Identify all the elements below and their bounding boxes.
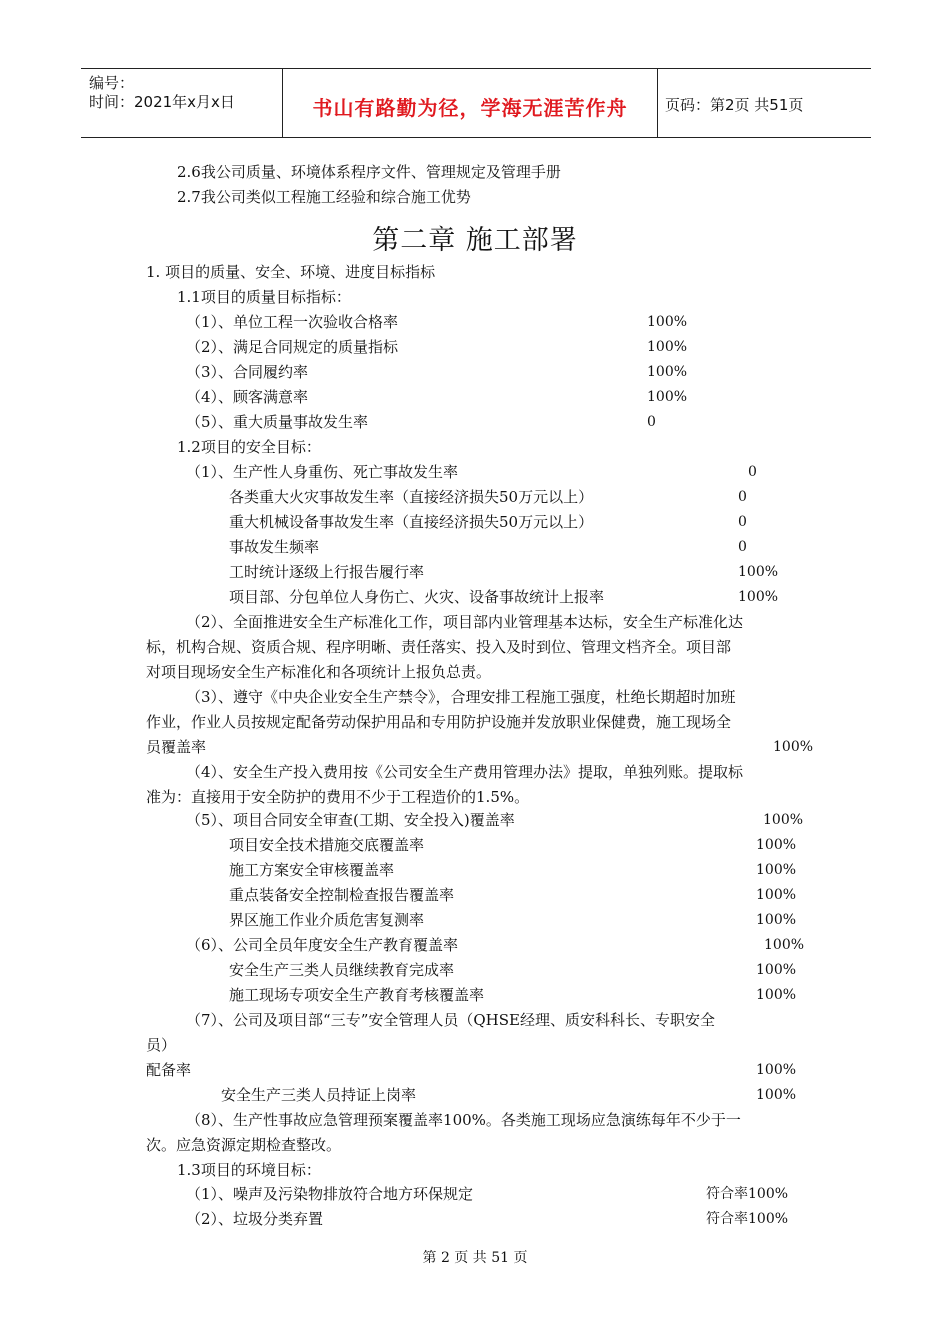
chapter-title: 第二章 施工部署: [372, 225, 578, 256]
quality-item-label: （2）、满足合同规定的质量指标: [186, 338, 399, 356]
safety-paragraph-3-line: 员覆盖率: [146, 738, 207, 756]
safety-paragraph-8-line: 次。应急资源定期检查整改。: [146, 1136, 342, 1154]
safety-subitem-value: 100%: [756, 837, 797, 853]
safety-subitem-value: 100%: [756, 862, 797, 878]
safety-paragraph-7-line: （7）、公司及项目部“三专”安全管理人员（QHSE经理、质安科科长、专职安全: [186, 1011, 715, 1029]
safety-subitem-label: 施工现场专项安全生产教育考核覆盖率: [229, 986, 485, 1004]
quality-item-value: 100%: [647, 364, 688, 380]
intro-line-1: 2.6我公司质量、环境体系程序文件、管理规定及管理手册: [177, 163, 561, 181]
certified-rate-label: 安全生产三类人员持证上岗率: [221, 1086, 417, 1104]
safety-paragraph-2-line: 对项目现场安全生产标准化和各项统计上报负总责。: [146, 663, 492, 681]
safety-item-6-value: 100%: [764, 937, 805, 953]
safety-subitem-value: 100%: [756, 962, 797, 978]
safety-subitem-value: 100%: [738, 564, 779, 580]
safety-subitem-value: 0: [738, 514, 747, 530]
safety-subitem-value: 100%: [738, 589, 779, 605]
quality-item-value: 0: [647, 414, 656, 430]
safety-paragraph-4-line: （4）、安全生产投入费用按《公司安全生产费用管理办法》提取，单独列账。提取标: [186, 763, 744, 781]
document-date: 时间：2021年x月x日: [89, 93, 235, 111]
safety-paragraph-2-line: 标，机构合规、资质合规、程序明晰、责任落实、投入及时到位、管理文档齐全。项目部: [146, 638, 732, 656]
safety-subitem-value: 0: [738, 489, 747, 505]
quality-item-label: （1）、单位工程一次验收合格率: [186, 313, 399, 331]
safety-paragraph-3-value: 100%: [773, 739, 814, 755]
page-footer: 第 2 页 共 51 页: [422, 1250, 528, 1266]
safety-heading: 1.2项目的安全目标：: [177, 438, 321, 456]
environment-item-value: 符合率100%: [706, 1186, 789, 1202]
safety-paragraph-4-line: 准为：直接用于安全防护的费用不少于工程造价的1.5%。: [146, 788, 530, 806]
safety-subitem-label: 重点装备安全控制检查报告覆盖率: [229, 886, 455, 904]
quality-item-label: （5）、重大质量事故发生率: [186, 413, 369, 431]
quality-heading: 1.1项目的质量目标指标：: [177, 288, 351, 306]
safety-paragraph-2-line: （2）、全面推进安全生产标准化工作，项目部内业管理基本达标，安全生产标准化达: [186, 613, 744, 631]
safety-item-5-value: 100%: [763, 812, 804, 828]
section-1-heading: 1. 项目的质量、安全、环境、进度目标指标: [146, 263, 436, 281]
header-motto-cell: [283, 69, 658, 137]
environment-heading: 1.3项目的环境目标：: [177, 1161, 321, 1179]
safety-subitem-value: 100%: [756, 887, 797, 903]
safety-subitem-value: 100%: [756, 912, 797, 928]
header-meta: [81, 69, 283, 137]
safety-paragraph-8-line: （8）、生产性事故应急管理预案覆盖率100%。各类施工现场应急演练每年不少于一: [186, 1111, 741, 1129]
safety-item-1-value: 0: [748, 464, 757, 480]
motto-text: 书山有路勤为径，学海无涯苦作舟: [312, 96, 628, 120]
quality-item-label: （4）、顾客满意率: [186, 388, 309, 406]
quality-item-value: 100%: [647, 389, 688, 405]
staffing-rate-value: 100%: [756, 1062, 797, 1078]
safety-subitem-label: 项目安全技术措施交底覆盖率: [229, 836, 425, 854]
safety-item-6-label: （6）、公司全员年度安全生产教育覆盖率: [186, 936, 459, 954]
safety-subitem-label: 重大机械设备事故发生率（直接经济损失50万元以上）: [229, 513, 594, 531]
safety-subitem-label: 项目部、分包单位人身伤亡、火灾、设备事故统计上报率: [229, 588, 605, 606]
quality-item-label: （3）、合同履约率: [186, 363, 309, 381]
safety-item-1-label: （1）、生产性人身重伤、死亡事故发生率: [186, 463, 459, 481]
environment-item-label: （2）、垃圾分类弃置: [186, 1210, 324, 1228]
safety-subitem-label: 各类重大火灾事故发生率（直接经济损失50万元以上）: [229, 488, 594, 506]
page-number-info: 页码：第2页 共51页: [665, 96, 804, 114]
page-header: [81, 68, 871, 138]
intro-line-2: 2.7我公司类似工程施工经验和综合施工优势: [177, 188, 471, 206]
safety-subitem-value: 100%: [756, 987, 797, 1003]
staffing-rate-label: 配备率: [146, 1061, 192, 1079]
environment-item-value: 符合率100%: [706, 1211, 789, 1227]
header-page-cell: [658, 69, 871, 137]
safety-paragraph-3-line: 作业，作业人员按规定配备劳动保护用品和专用防护设施并发放职业保健费，施工现场全: [146, 713, 732, 731]
safety-paragraph-3-line: （3）、遵守《中央企业安全生产禁令》，合理安排工程施工强度，杜绝长期超时加班: [186, 688, 736, 706]
safety-item-5-label: （5）、项目合同安全审查(工期、安全投入)覆盖率: [186, 811, 515, 829]
document-number-label: 编号：: [89, 74, 135, 92]
safety-subitem-value: 0: [738, 539, 747, 555]
safety-paragraph-7-line: 员）: [146, 1036, 177, 1054]
safety-subitem-label: 施工方案安全审核覆盖率: [229, 861, 395, 879]
safety-subitem-label: 界区施工作业介质危害复测率: [229, 911, 425, 929]
certified-rate-value: 100%: [756, 1087, 797, 1103]
quality-item-value: 100%: [647, 339, 688, 355]
safety-subitem-label: 安全生产三类人员继续教育完成率: [229, 961, 455, 979]
safety-subitem-label: 工时统计逐级上行报告履行率: [229, 563, 425, 581]
safety-subitem-label: 事故发生频率: [229, 538, 320, 556]
quality-item-value: 100%: [647, 314, 688, 330]
environment-item-label: （1）、噪声及污染物排放符合地方环保规定: [186, 1185, 474, 1203]
